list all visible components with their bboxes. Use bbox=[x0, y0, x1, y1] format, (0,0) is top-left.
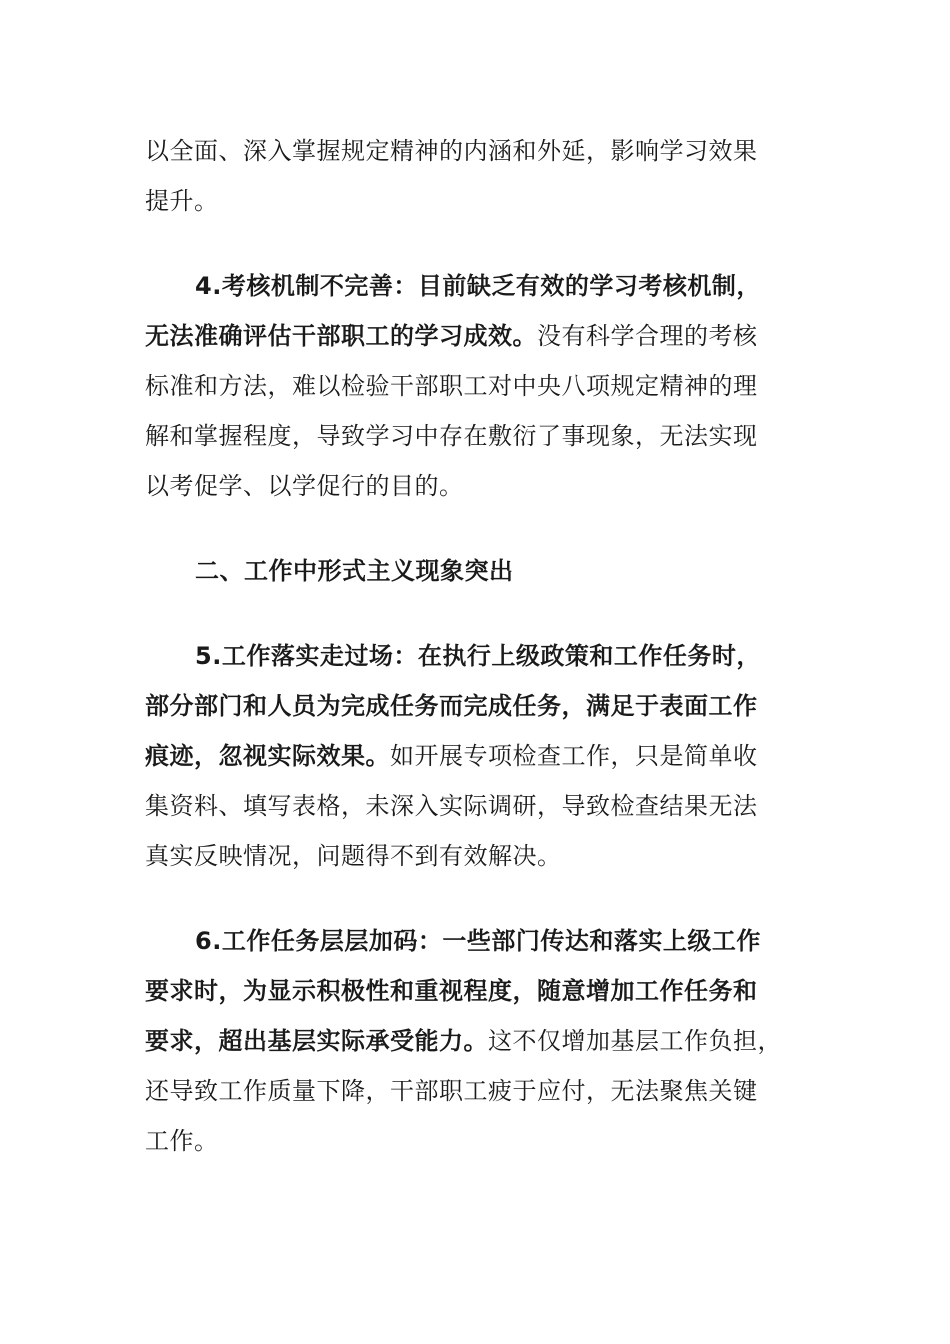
text-line bbox=[145, 731, 795, 781]
text-line: 集资料、填写表格，未深入实际调研，导致检查结果无法 bbox=[145, 792, 758, 820]
text-line bbox=[145, 311, 795, 361]
text-line: 提升。 bbox=[145, 187, 219, 215]
bold-text: 无法准确评估干部职工的学习成效。 bbox=[145, 322, 537, 350]
bold-text: 痕迹，忽视实际效果。 bbox=[145, 742, 390, 770]
item-4-title: 4.考核机制不完善：目前缺乏有效的学习考核机制， bbox=[195, 272, 761, 300]
text-line bbox=[145, 1016, 795, 1066]
bold-text: 要求，超出基层实际承受能力。 bbox=[145, 1027, 488, 1055]
text-line: 工作。 bbox=[145, 1127, 219, 1155]
text-line: 以考促学、以学促行的目的。 bbox=[145, 472, 464, 500]
section-heading bbox=[145, 546, 795, 596]
text-line: 部分部门和人员为完成任务而完成任务，满足于表面工作 bbox=[145, 692, 758, 720]
normal-text: 这不仅增加基层工作负担， bbox=[488, 1027, 782, 1055]
text-line: 解和掌握程度，导致学习中存在敷衍了事现象，无法实现 bbox=[145, 422, 758, 450]
text-line: 真实反映情况，问题得不到有效解决。 bbox=[145, 842, 562, 870]
item-5-title: 5.工作落实走过场：在执行上级政策和工作任务时， bbox=[195, 642, 761, 670]
paragraph-item-4 bbox=[145, 261, 795, 511]
text-line: 还导致工作质量下降，干部职工疲于应付，无法聚焦关键 bbox=[145, 1077, 758, 1105]
normal-text: 如开展专项检查工作，只是简单收 bbox=[390, 742, 758, 770]
text-line: 要求时，为显示积极性和重视程度，随意增加工作任务和 bbox=[145, 977, 758, 1005]
text-line: 以全面、深入掌握规定精神的内涵和外延，影响学习效果 bbox=[145, 137, 758, 165]
paragraph-item-6 bbox=[145, 916, 795, 1166]
text-line: 标准和方法，难以检验干部职工对中央八项规定精神的理 bbox=[145, 372, 758, 400]
paragraph-item-5 bbox=[145, 631, 795, 881]
section-heading-text: 二、工作中形式主义现象突出 bbox=[195, 557, 514, 585]
paragraph-continuation bbox=[145, 126, 795, 226]
item-6-title: 6.工作任务层层加码：一些部门传达和落实上级工作 bbox=[195, 927, 761, 955]
normal-text: 没有科学合理的考核 bbox=[537, 322, 758, 350]
